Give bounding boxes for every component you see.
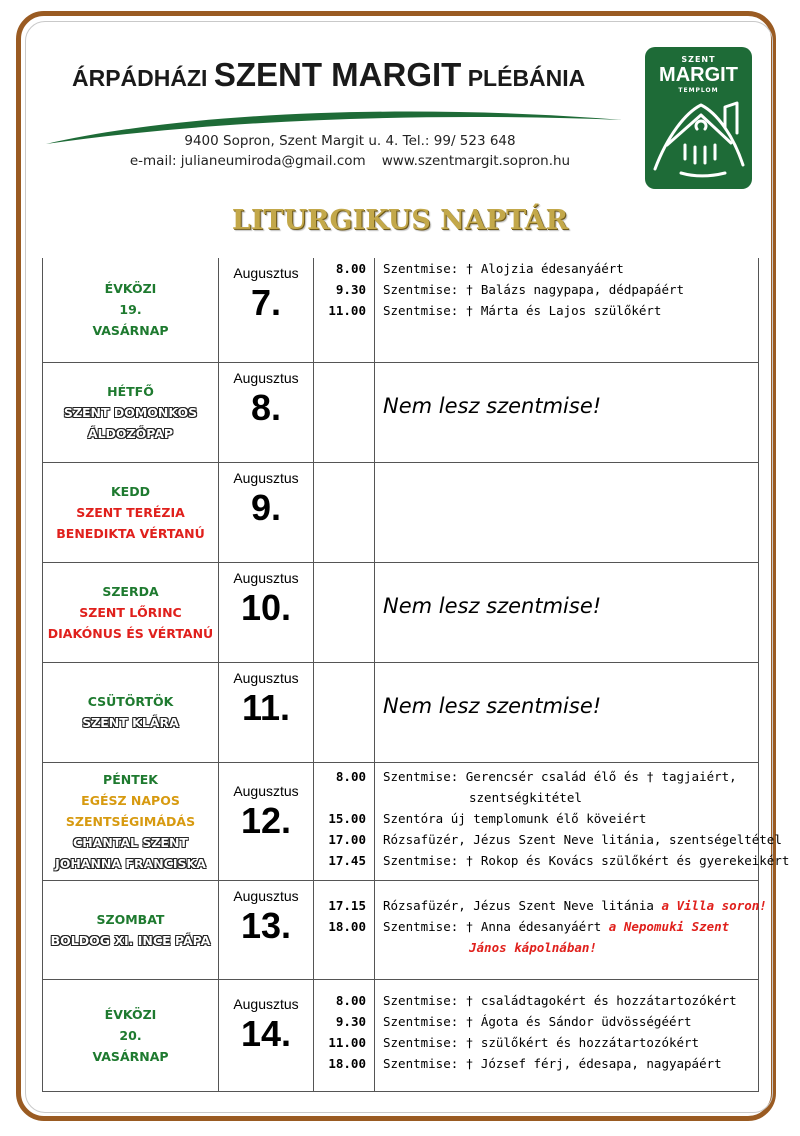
date-cell xyxy=(219,462,314,562)
month-label: Augusztus xyxy=(233,782,299,799)
day-number: 12. xyxy=(240,799,292,841)
entry-cell xyxy=(375,462,759,562)
month-label: Augusztus xyxy=(233,995,299,1012)
no-mass-note: Nem lesz szentmise! xyxy=(383,393,602,418)
date-cell xyxy=(219,662,314,762)
table-row xyxy=(43,562,759,662)
day-cell: KEDD SZENT TERÉZIA BENEDIKTA VÉRTANÚ xyxy=(43,462,219,562)
month-label: Augusztus xyxy=(233,569,299,586)
time-cell xyxy=(314,362,375,462)
date-cell xyxy=(219,562,314,662)
day-number: 13. xyxy=(240,904,292,946)
parish-title-main: SZENT MARGIT xyxy=(213,56,462,93)
date-cell xyxy=(219,880,314,979)
entry-cell: Szentmise: † családtagokért és hozzátartozókért Szentmise: † Ágota és Sándor üdvösségéért Szentmise: † szülőkért és hozzátartozókért Szentmise: † József férj, édesapa, nagyapáért xyxy=(375,979,759,1091)
parish-title xyxy=(72,56,612,94)
day-cell: PÉNTEK EGÉSZ NAPOS SZENTSÉGIMÁDÁS CHANTAL SZENT JOHANNA FRANCISKA xyxy=(43,762,219,880)
table-row xyxy=(43,662,759,762)
table-row xyxy=(43,462,759,562)
day-cell: ÉVKÖZI 19. VASÁRNAP xyxy=(43,258,219,362)
church-icon xyxy=(645,47,752,189)
no-mass-note: Nem lesz szentmise! xyxy=(383,593,602,618)
time-cell xyxy=(314,562,375,662)
time-cell xyxy=(314,462,375,562)
day-number: 14. xyxy=(240,1012,292,1054)
table-row xyxy=(43,762,759,880)
time-cell: 8.00 9.30 11.00 xyxy=(314,258,375,362)
table-row xyxy=(43,258,759,362)
logo-line-2: MARGIT xyxy=(659,64,738,86)
date-cell xyxy=(219,979,314,1091)
day-number: 8. xyxy=(250,386,282,428)
month-label: Augusztus xyxy=(233,469,299,486)
no-mass-note: Nem lesz szentmise! xyxy=(383,693,602,718)
day-number: 10. xyxy=(240,586,292,628)
month-label: Augusztus xyxy=(233,265,299,281)
day-cell: CSÜTÖRTÖK SZENT KLÁRA xyxy=(43,662,219,762)
entry-cell: Szentmise: Gerencsér család élő és † tagjaiért, szentségkitétel Szentóra új templomunk élő köveiért Rózsafüzér, Jézus Szent Neve litánia, szentségeltétel Szentmise: † Rokop és Kovács szülőkért és gyerekeikért xyxy=(375,762,759,880)
date-cell xyxy=(219,362,314,462)
day-cell: ÉVKÖZI 20. VASÁRNAP xyxy=(43,979,219,1091)
website-text: www.szentmargit.sopron.hu xyxy=(381,153,571,169)
day-number: 11. xyxy=(241,686,291,728)
time-cell: 17.15 18.00 xyxy=(314,880,375,979)
month-label: Augusztus xyxy=(233,669,299,686)
day-cell: SZOMBAT BOLDOG XI. INCE PÁPA xyxy=(43,880,219,979)
page-title: LITURGIKUS NAPTÁR xyxy=(231,205,569,236)
date-cell xyxy=(219,258,314,362)
entry-cell: Rózsafüzér, Jézus Szent Neve litánia a Villa soron! Szentmise: † Anna édesanyáért a Nepomuki Szent János kápolnában! xyxy=(375,880,759,979)
table-row xyxy=(43,880,759,979)
logo-line-1: SZENT xyxy=(681,55,716,64)
parish-title-suffix: PLÉBÁNIA xyxy=(461,65,586,91)
time-cell: 8.00 15.00 17.00 17.45 xyxy=(314,762,375,880)
parish-title-prefix: ÁRPÁDHÁZI xyxy=(72,65,214,91)
day-number: 9. xyxy=(250,486,282,528)
address-line: 9400 Sopron, Szent Margit u. 4. Tel.: 99/ 523 648 xyxy=(184,133,516,149)
entry-cell xyxy=(375,662,759,762)
logo-line-3: TEMPLOM xyxy=(678,87,719,94)
entry-cell xyxy=(375,362,759,462)
month-label: Augusztus xyxy=(233,887,299,904)
entry-cell xyxy=(375,562,759,662)
date-cell xyxy=(219,762,314,880)
table-row xyxy=(43,979,759,1091)
day-cell: HÉTFŐ SZENT DOMONKOS ÁLDOZÓPAP xyxy=(43,362,219,462)
month-label: Augusztus xyxy=(233,369,299,386)
time-cell xyxy=(314,662,375,762)
day-number: 7. xyxy=(250,282,282,323)
email-text: e-mail: julianeumiroda@gmail.com xyxy=(129,153,366,169)
table-row xyxy=(43,362,759,462)
church-logo xyxy=(645,47,752,189)
liturgical-calendar-table xyxy=(42,258,790,1092)
time-cell: 8.00 9.30 11.00 18.00 xyxy=(314,979,375,1091)
day-cell: SZERDA SZENT LŐRINC DIAKÓNUS ÉS VÉRTANÚ xyxy=(43,562,219,662)
contact-info xyxy=(100,131,600,171)
entry-cell: Szentmise: † Alojzia édesanyáért Szentmise: † Balázs nagypapa, dédpapáért Szentmise: † Márta és Lajos szülőkért xyxy=(375,258,759,362)
